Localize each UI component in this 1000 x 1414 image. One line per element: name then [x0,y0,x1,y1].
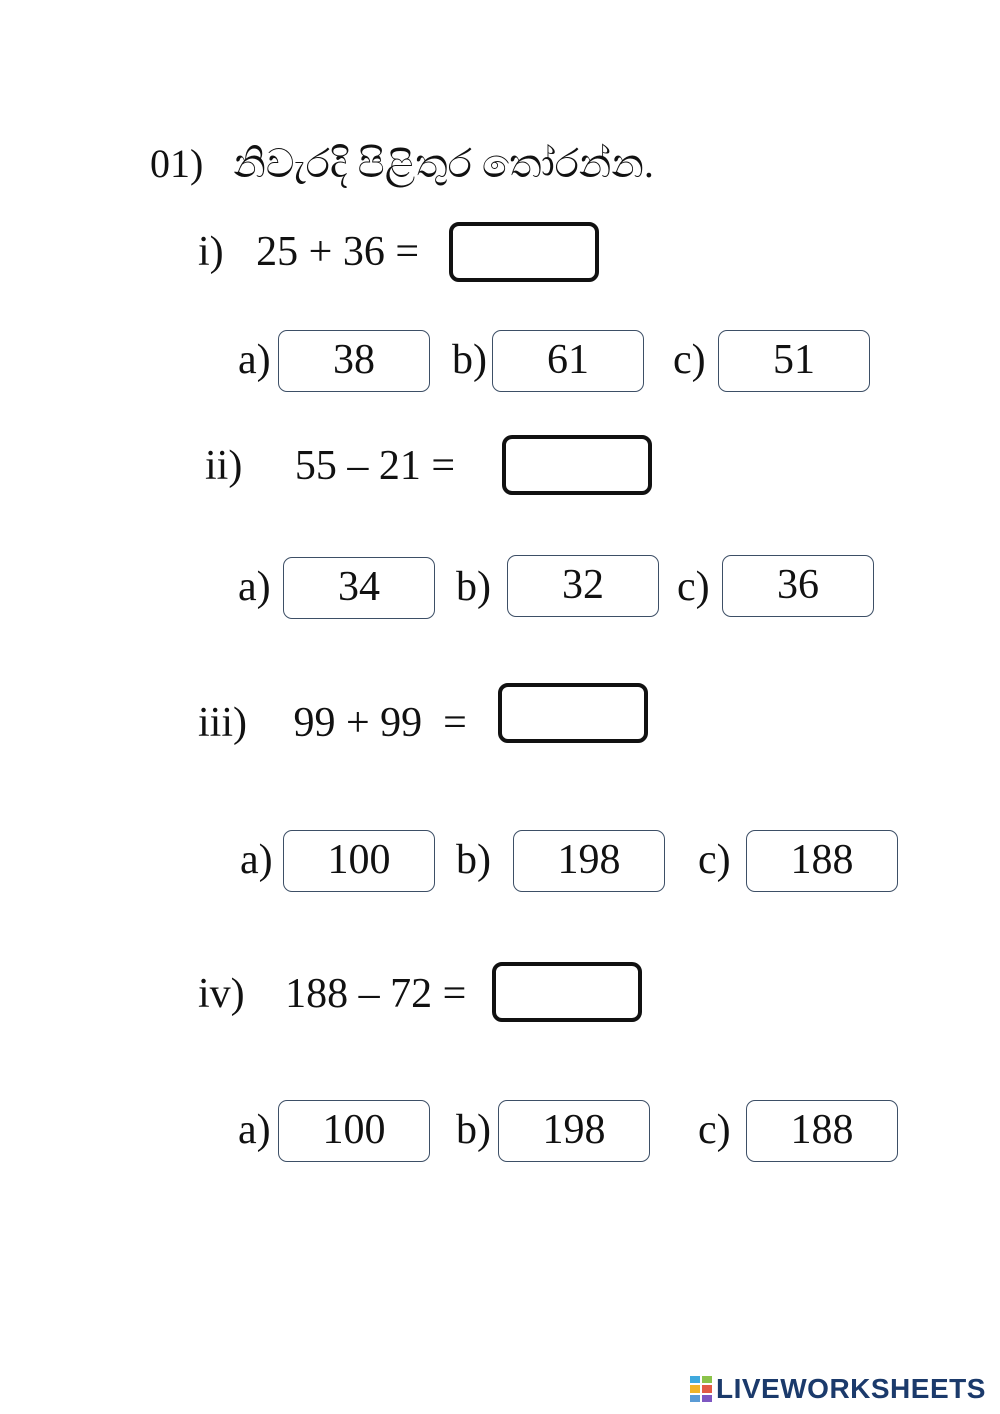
worksheet-heading [150,136,654,192]
answer-input-box[interactable] [492,962,642,1022]
question-expression: 25 + 36 = [256,229,420,275]
option-box[interactable]: 36 [722,555,874,617]
option-letter: c) [673,337,706,383]
question-label: iv) [198,971,245,1017]
question-label: ii) [205,443,243,489]
option-box[interactable]: 100 [283,830,435,892]
question-row [198,964,466,1024]
option-letter: c) [677,564,710,610]
option-box[interactable]: 100 [278,1100,430,1162]
option-box[interactable]: 198 [513,830,665,892]
option-letter: b) [452,337,487,383]
question-expression: 99 + 99 = [293,700,467,746]
brand-name: LIVEWORKSHEETS [716,1373,986,1404]
option-box[interactable]: 34 [283,557,435,619]
option-letter: a) [240,837,273,883]
answer-input-box[interactable] [449,222,599,282]
option-box[interactable]: 188 [746,830,898,892]
instruction-title: නිවැරදි පිළිතුර තෝරන්න. [233,141,654,186]
option-letter: a) [238,1107,271,1153]
option-box[interactable]: 38 [278,330,430,392]
option-letter: c) [698,837,731,883]
option-box[interactable]: 51 [718,330,870,392]
liveworksheets-branding[interactable] [690,1372,986,1406]
question-number: 01) [150,141,204,186]
question-label: i) [198,229,224,275]
liveworksheets-logo-icon [690,1376,712,1402]
option-letter: b) [456,564,491,610]
option-letter: a) [238,337,271,383]
answer-input-box[interactable] [502,435,652,495]
question-expression: 188 – 72 = [285,971,467,1017]
question-row [205,436,455,496]
option-letter: a) [238,564,271,610]
question-expression: 55 – 21 = [294,443,456,489]
option-box[interactable]: 32 [507,555,659,617]
option-letter: b) [456,837,491,883]
question-label: iii) [198,700,247,746]
option-letter: c) [698,1107,731,1153]
option-letter: b) [456,1107,491,1153]
question-row [198,693,467,753]
option-box[interactable]: 188 [746,1100,898,1162]
question-row [198,222,419,282]
answer-input-box[interactable] [498,683,648,743]
option-box[interactable]: 198 [498,1100,650,1162]
option-box[interactable]: 61 [492,330,644,392]
